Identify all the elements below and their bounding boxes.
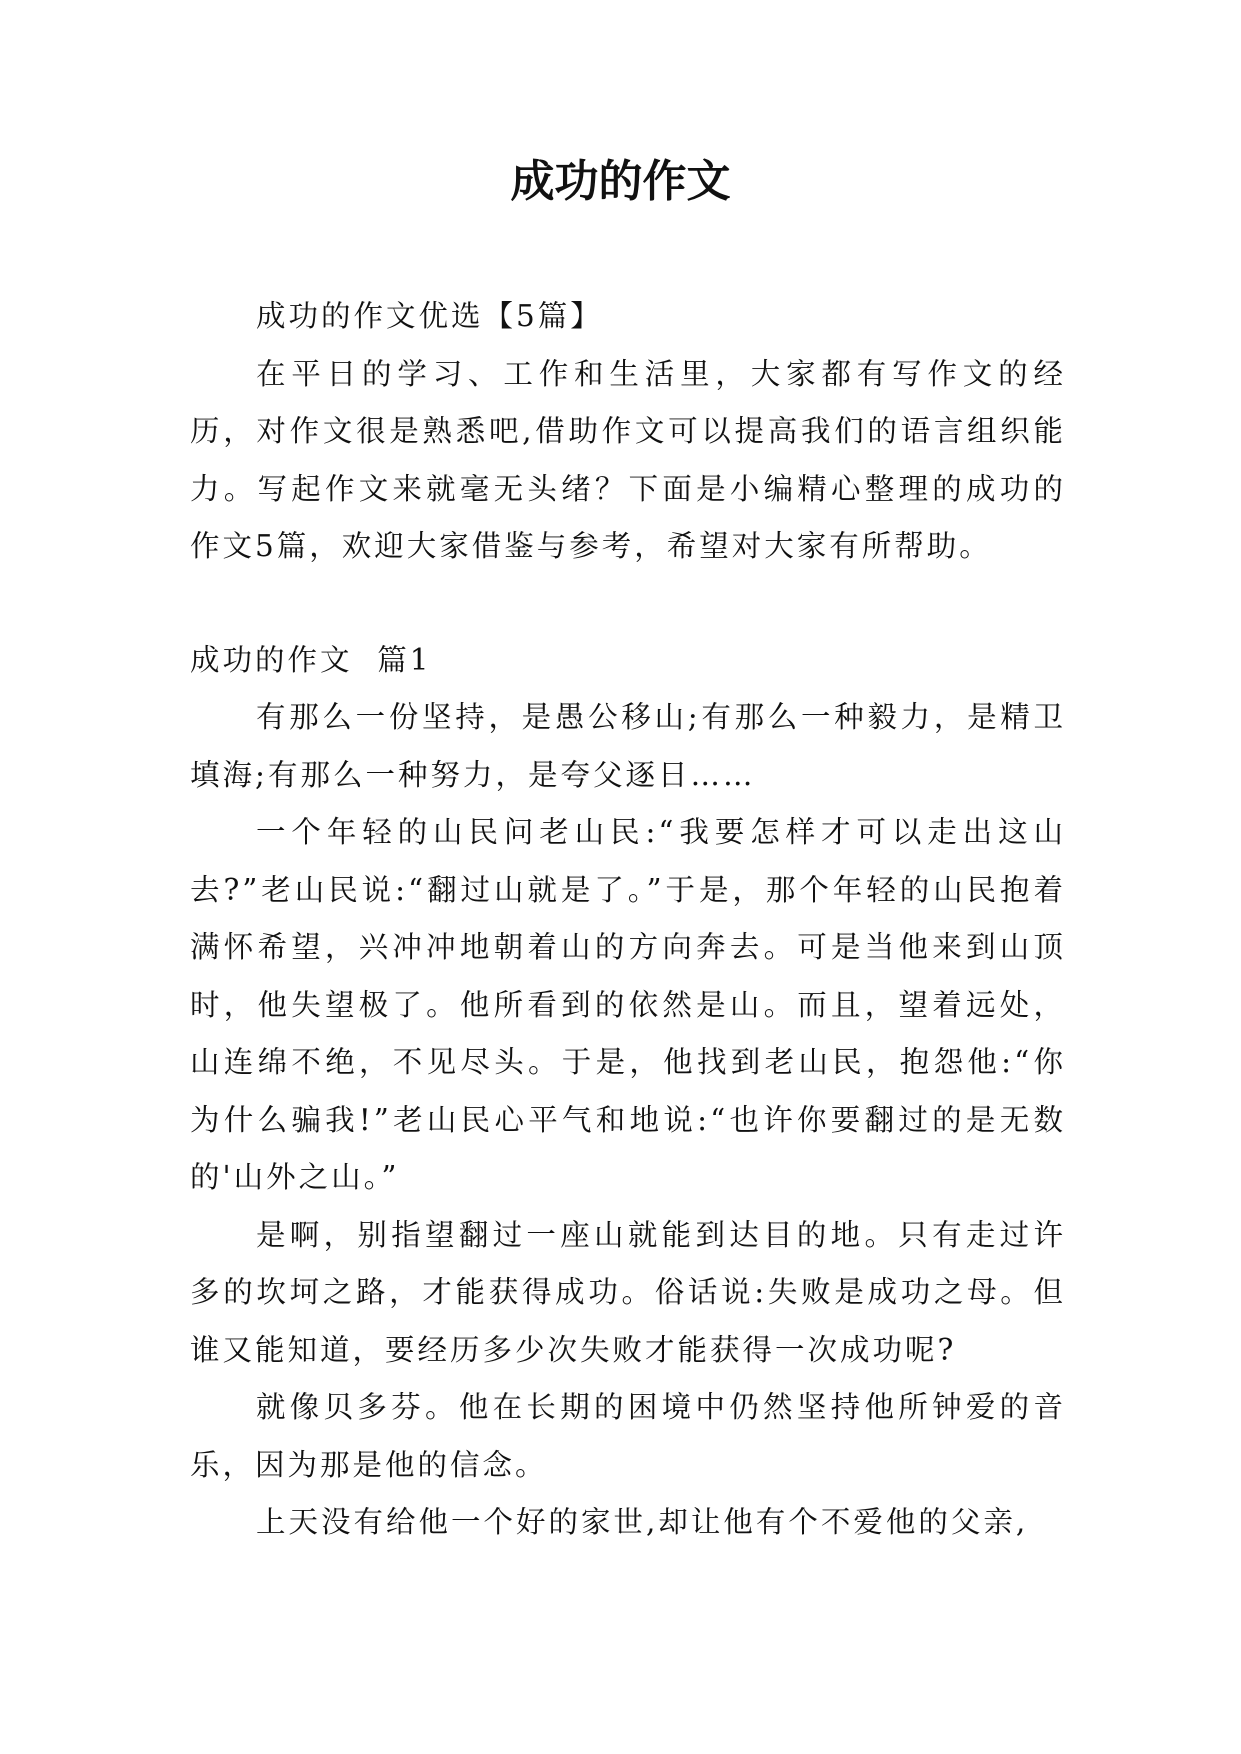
- document-body: [190, 288, 1066, 1552]
- body-paragraph: 是啊，别指望翻过一座山就能到达目的地。只有走过许多的坎坷之路，才能获得成功。俗话说:失败是成功之母。但谁又能知道，要经历多少次失败才能获得一次成功呢?: [190, 1217, 1066, 1367]
- section-heading: 成功的作文 篇1: [190, 642, 432, 677]
- body-paragraph: 一个年轻的山民问老山民:“我要怎样才可以走出这山去?”老山民说:“翻过山就是了。”于是，那个年轻的山民抱着满怀希望，兴冲冲地朝着山的方向奔去。可是当他来到山顶时，他失望极了。他所看到的依然是山。而且，望着远处，山连绵不绝，不见尽头。于是，他找到老山民，抱怨他:“你为什么骗我!”老山民心平气和地说:“也许你要翻过的是无数的'山外之山。”: [190, 815, 1066, 1194]
- intro-paragraph: 在平日的学习、工作和生活里，大家都有写作文的经历，对作文很是熟悉吧,借助作文可以提高我们的语言组织能力。写起作文来就毫无头绪？下面是小编精心整理的成功的作文5篇，欢迎大家借鉴与参考，希望对大家有所帮助。: [190, 356, 1066, 563]
- subtitle-paragraph: 成功的作文优选【5篇】: [256, 299, 603, 333]
- document-title: 成功的作文: [510, 156, 731, 207]
- body-paragraph: 有那么一份坚持，是愚公移山;有那么一种毅力，是精卫填海;有那么一种努力，是夸父逐日……: [190, 700, 1066, 792]
- body-paragraph: 就像贝多芬。他在长期的困境中仍然坚持他所钟爱的音乐，因为那是他的信念。: [190, 1390, 1066, 1482]
- body-paragraph: 上天没有给他一个好的家世,却让他有个不爱他的父亲,: [256, 1505, 1029, 1539]
